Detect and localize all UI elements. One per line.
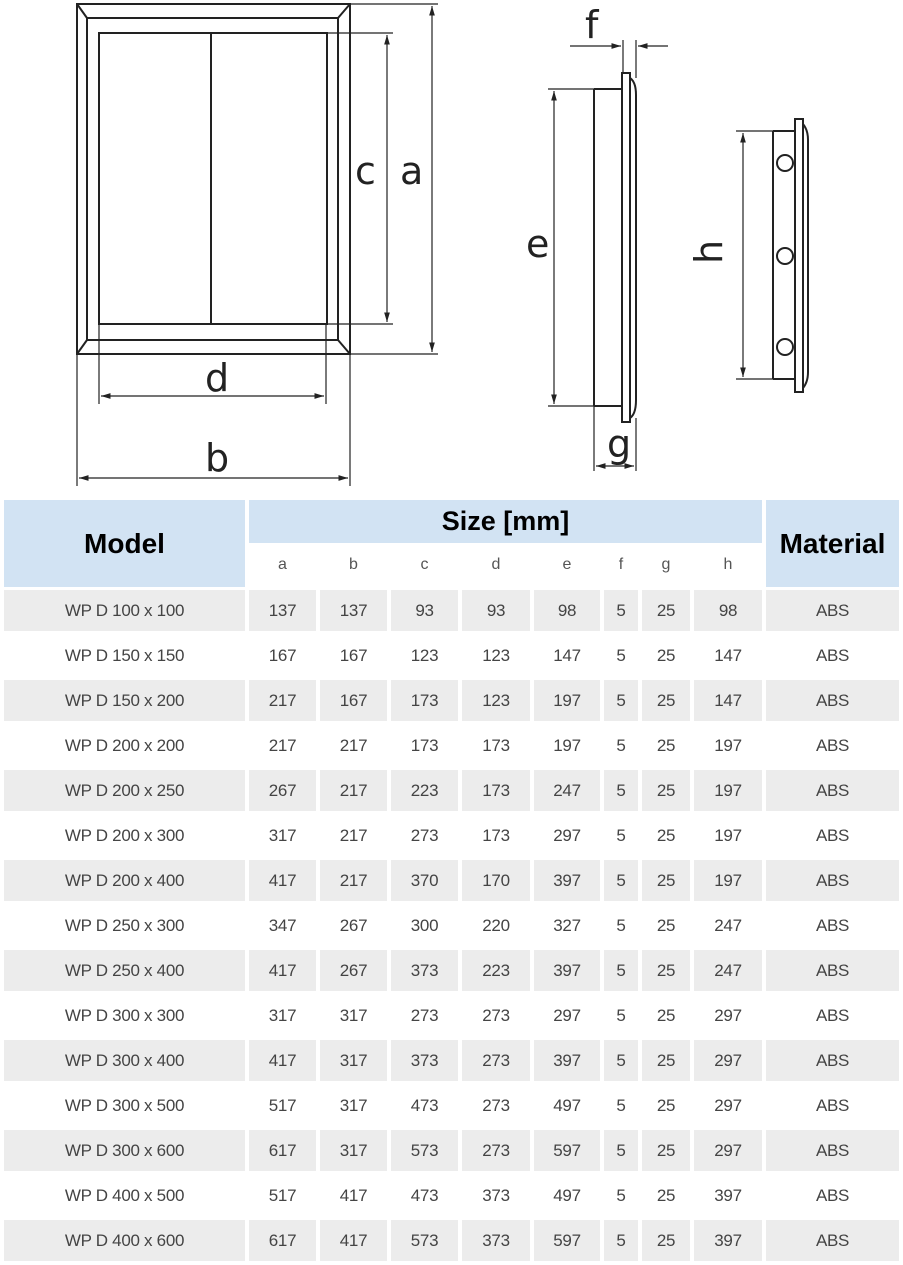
cell-h: 147: [714, 645, 742, 665]
cell-d: 93: [462, 590, 530, 631]
cell-f: 5: [604, 770, 638, 811]
cell-c: 473: [410, 1185, 439, 1205]
header-model: Model: [4, 500, 245, 587]
table-row: [0, 950, 903, 995]
cell-material: ABS: [815, 645, 850, 665]
cell-c: 93: [391, 590, 458, 631]
cell-e: 497: [553, 1095, 581, 1115]
cell-f: 5: [604, 1220, 638, 1261]
cell-g: 25: [642, 950, 690, 991]
cell-d: 173: [482, 735, 510, 755]
subheader-b: b: [320, 543, 387, 587]
cell-e: 327: [553, 915, 581, 935]
cell-h: 197: [694, 860, 762, 901]
header-material: Material: [766, 500, 899, 587]
front-view: [77, 4, 438, 486]
cell-model: WP D 200 x 400: [4, 860, 245, 901]
subheader-f: f: [604, 543, 638, 587]
cell-e: 197: [553, 735, 581, 755]
table-row: [0, 1175, 903, 1220]
cell-material: ABS: [815, 825, 850, 845]
cell-e: 397: [534, 1040, 600, 1081]
cell-e: 597: [534, 1220, 600, 1261]
cell-c: 373: [391, 1040, 458, 1081]
cell-g: 25: [656, 735, 676, 755]
cell-c: 173: [410, 735, 439, 755]
cell-g: 25: [642, 680, 690, 721]
cell-b: 267: [339, 915, 368, 935]
cell-f: 5: [604, 1130, 638, 1171]
cell-model: WP D 300 x 300: [64, 1005, 185, 1025]
cell-h: 247: [694, 950, 762, 991]
cell-c: 573: [391, 1220, 458, 1261]
cell-d: 273: [482, 1005, 510, 1025]
cell-h: 98: [694, 590, 762, 631]
cell-f: 5: [616, 1185, 626, 1205]
cell-model: WP D 300 x 500: [64, 1095, 185, 1115]
cell-d: 223: [462, 950, 530, 991]
cell-b: 417: [320, 1220, 387, 1261]
cell-a: 267: [249, 770, 316, 811]
technical-drawing: [0, 0, 903, 495]
cell-c: 173: [391, 680, 458, 721]
label-h: h: [687, 239, 731, 264]
table-row: [0, 770, 903, 815]
cell-g: 25: [656, 825, 676, 845]
cell-model: WP D 200 x 300: [64, 825, 185, 845]
cell-a: 317: [268, 825, 297, 845]
subheader-c: c: [391, 543, 458, 587]
cell-b: 217: [339, 735, 368, 755]
cell-a: 417: [249, 860, 316, 901]
cell-g: 25: [642, 590, 690, 631]
cell-g: 25: [642, 860, 690, 901]
cell-a: 217: [249, 680, 316, 721]
cell-a: 617: [249, 1130, 316, 1171]
table-row: [0, 725, 903, 770]
table-row: [0, 1220, 903, 1265]
cell-a: 317: [268, 1005, 297, 1025]
cell-f: 5: [604, 590, 638, 631]
cell-h: 297: [694, 1130, 762, 1171]
cell-d: 273: [462, 1130, 530, 1171]
cell-b: 317: [339, 1005, 368, 1025]
cell-a: 617: [249, 1220, 316, 1261]
table-row: [0, 905, 903, 950]
cell-f: 5: [604, 680, 638, 721]
cell-f: 5: [616, 645, 626, 665]
cell-c: 373: [391, 950, 458, 991]
cell-a: 417: [249, 1040, 316, 1081]
cell-material: ABS: [766, 590, 899, 631]
cell-model: WP D 400 x 600: [4, 1220, 245, 1261]
cell-a: 167: [268, 645, 297, 665]
cell-b: 217: [339, 825, 368, 845]
cell-model: WP D 200 x 250: [4, 770, 245, 811]
cell-f: 5: [604, 860, 638, 901]
cell-c: 300: [410, 915, 439, 935]
cell-b: 167: [339, 645, 368, 665]
cell-b: 267: [320, 950, 387, 991]
cell-d: 173: [462, 770, 530, 811]
cell-model: WP D 400 x 500: [64, 1185, 185, 1205]
cell-g: 25: [642, 1040, 690, 1081]
table-row: [0, 680, 903, 725]
cell-material: ABS: [815, 915, 850, 935]
cell-e: 197: [534, 680, 600, 721]
cell-g: 25: [656, 1005, 676, 1025]
table-row: [0, 995, 903, 1040]
cell-a: 417: [249, 950, 316, 991]
cell-model: WP D 250 x 400: [4, 950, 245, 991]
cell-e: 297: [553, 825, 581, 845]
label-c: c: [355, 149, 376, 193]
cell-model: WP D 300 x 600: [4, 1130, 245, 1171]
cell-d: 173: [482, 825, 510, 845]
subheader-g: g: [642, 543, 690, 587]
cell-h: 197: [694, 770, 762, 811]
cell-model: WP D 200 x 200: [64, 735, 185, 755]
cell-a: 347: [268, 915, 297, 935]
cell-d: 170: [462, 860, 530, 901]
cell-b: 317: [320, 1040, 387, 1081]
label-d: d: [205, 356, 230, 400]
cell-c: 273: [410, 1005, 439, 1025]
cell-material: ABS: [815, 735, 850, 755]
cell-a: 517: [268, 1185, 297, 1205]
cell-h: 397: [714, 1185, 742, 1205]
cell-e: 297: [553, 1005, 581, 1025]
table-row: [0, 1130, 903, 1175]
subheader-e: e: [534, 543, 600, 587]
cell-b: 137: [320, 590, 387, 631]
cell-a: 517: [268, 1095, 297, 1115]
cell-f: 5: [616, 735, 626, 755]
cell-f: 5: [616, 915, 626, 935]
label-e: e: [526, 222, 550, 266]
cell-g: 25: [656, 915, 676, 935]
cell-f: 5: [604, 950, 638, 991]
cell-material: ABS: [766, 950, 899, 991]
cell-h: 147: [694, 680, 762, 721]
cell-e: 147: [553, 645, 581, 665]
cell-d: 273: [482, 1095, 510, 1115]
label-f: f: [585, 3, 599, 47]
cell-model: WP D 250 x 300: [64, 915, 185, 935]
cell-model: WP D 150 x 150: [64, 645, 185, 665]
cell-h: 297: [714, 1095, 742, 1115]
cell-d: 273: [462, 1040, 530, 1081]
cell-c: 223: [391, 770, 458, 811]
cell-e: 497: [553, 1185, 581, 1205]
header-size: Size [mm]: [249, 500, 762, 543]
cell-f: 5: [616, 1005, 626, 1025]
cell-c: 273: [410, 825, 439, 845]
cell-g: 25: [642, 770, 690, 811]
subheader-h: h: [694, 543, 762, 587]
table-row: [0, 590, 903, 635]
cell-c: 370: [391, 860, 458, 901]
cell-f: 5: [616, 1095, 626, 1115]
cell-h: 297: [694, 1040, 762, 1081]
cell-material: ABS: [815, 1095, 850, 1115]
cell-material: ABS: [766, 1040, 899, 1081]
cell-h: 397: [694, 1220, 762, 1261]
cell-d: 123: [462, 680, 530, 721]
cell-g: 25: [642, 1130, 690, 1171]
cell-material: ABS: [815, 1185, 850, 1205]
cell-c: 573: [391, 1130, 458, 1171]
cell-d: 373: [482, 1185, 510, 1205]
table-row: [0, 860, 903, 905]
cell-g: 25: [656, 1185, 676, 1205]
cell-b: 217: [320, 860, 387, 901]
table-row: [0, 1040, 903, 1085]
cell-b: 217: [320, 770, 387, 811]
label-b: b: [205, 436, 230, 480]
cell-model: WP D 150 x 200: [4, 680, 245, 721]
cell-h: 247: [714, 915, 742, 935]
cell-g: 25: [656, 645, 676, 665]
cell-b: 317: [339, 1095, 368, 1115]
cell-c: 123: [410, 645, 439, 665]
end-view: [736, 119, 808, 392]
cell-b: 417: [339, 1185, 368, 1205]
cell-g: 25: [642, 1220, 690, 1261]
cell-model: WP D 300 x 400: [4, 1040, 245, 1081]
cell-material: ABS: [766, 1130, 899, 1171]
cell-f: 5: [616, 825, 626, 845]
cell-d: 373: [462, 1220, 530, 1261]
subheader-a: a: [249, 543, 316, 587]
cell-e: 397: [534, 860, 600, 901]
cell-f: 5: [604, 1040, 638, 1081]
cell-material: ABS: [766, 770, 899, 811]
subheader-d: d: [462, 543, 530, 587]
cell-h: 297: [714, 1005, 742, 1025]
table-row: [0, 1085, 903, 1130]
cell-d: 123: [482, 645, 510, 665]
cell-e: 397: [534, 950, 600, 991]
cell-b: 317: [320, 1130, 387, 1171]
cell-b: 167: [320, 680, 387, 721]
cell-material: ABS: [766, 680, 899, 721]
cell-e: 98: [534, 590, 600, 631]
cell-e: 247: [534, 770, 600, 811]
cell-material: ABS: [766, 860, 899, 901]
cell-c: 473: [410, 1095, 439, 1115]
cell-material: ABS: [766, 1220, 899, 1261]
table-row: [0, 635, 903, 680]
label-g: g: [607, 422, 632, 466]
cell-a: 217: [268, 735, 297, 755]
cell-g: 25: [656, 1095, 676, 1115]
cell-h: 197: [714, 735, 742, 755]
cell-model: WP D 100 x 100: [4, 590, 245, 631]
cell-d: 220: [482, 915, 510, 935]
cell-e: 597: [534, 1130, 600, 1171]
cell-h: 197: [714, 825, 742, 845]
side-view: [548, 40, 668, 471]
table-row: [0, 815, 903, 860]
cell-a: 137: [249, 590, 316, 631]
label-a: a: [400, 149, 424, 193]
cell-material: ABS: [815, 1005, 850, 1025]
